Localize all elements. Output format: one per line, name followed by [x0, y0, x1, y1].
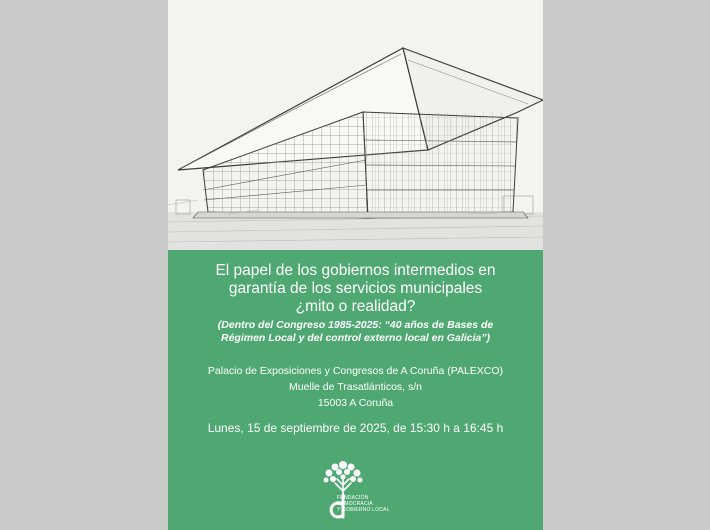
event-poster [168, 0, 543, 530]
logo-text-line: FUNDACIÓN [337, 495, 369, 501]
subtitle-line: (Dentro del Congreso 1985-2025: “40 años de Bases de [217, 319, 494, 331]
title-line: El papel de los gobiernos intermedios en [215, 262, 496, 279]
building-sketch-image [168, 0, 543, 250]
subtitle-line: Régimen Local y del control externo local en Galicia”) [221, 332, 490, 344]
venue-name: Palacio de Exposiciones y Congresos de A Coruña (PALEXCO) [207, 365, 504, 377]
foundation-name [337, 495, 390, 514]
event-details [168, 250, 543, 530]
event-subtitle [182, 319, 529, 345]
logo-text-line: Y GOBIERNO LOCAL [337, 507, 390, 514]
logo-text-line: DEMOCRACIA [337, 501, 373, 508]
palexco-building-drawing [168, 0, 543, 250]
venue-street: Muelle de Trasatlánticos, s/n [288, 381, 423, 393]
foundation-logo [313, 455, 413, 525]
event-title [176, 262, 535, 316]
title-line: ¿mito o realidad? [295, 298, 416, 315]
event-venue [176, 363, 535, 411]
event-date: Lunes, 15 de septiembre de 2025, de 15:30 h a 16:45 h [207, 421, 504, 435]
title-line: garantía de los servicios municipales [228, 280, 483, 297]
venue-city: 15003 A Coruña [317, 397, 394, 409]
